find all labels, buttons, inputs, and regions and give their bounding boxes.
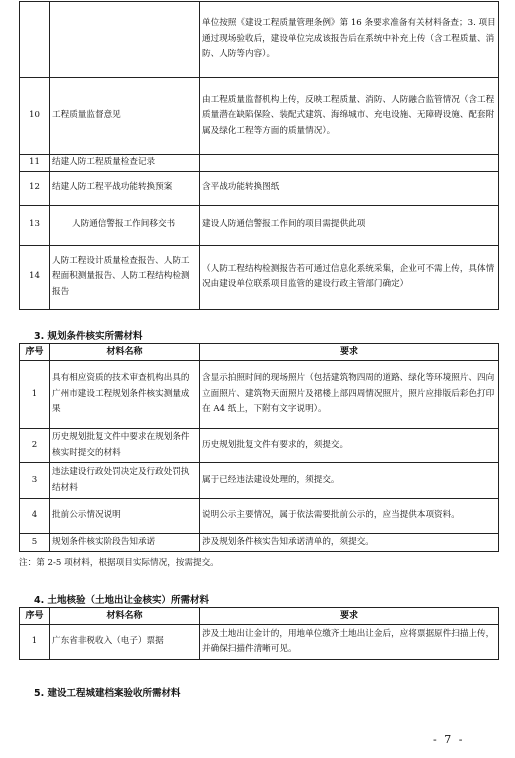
material-name: 历史规划批复文件中要求在规划条件核实时提交的材料	[50, 429, 200, 463]
header-name: 材料名称	[50, 608, 200, 625]
table-continued	[19, 1, 499, 310]
material-name: 结建人防工程质量检查记录	[50, 155, 200, 172]
row-number: 12	[20, 171, 50, 205]
row-number: 13	[20, 205, 50, 245]
section-4-heading: 4. 土地核验（土地出让金核实）所需材料	[34, 595, 210, 606]
requirement: 单位按照《建设工程质量管理条例》第 16 条要求准备有关材料备查；3. 项目通过现场验收后，建设单位完成该报告后在系统中补充上传（含工程质量、消防、人防等内容）。	[200, 2, 499, 78]
table-row	[20, 171, 499, 205]
requirement: 说明公示主要情况，属于依法需要批前公示的，应当提供本项资料。	[200, 499, 499, 534]
row-number: 1	[20, 361, 50, 429]
material-name: 结建人防工程平战功能转换预案	[50, 171, 200, 205]
table-row	[20, 245, 499, 309]
requirement: 历史规划批复文件有要求的，须提交。	[200, 429, 499, 463]
table-row	[20, 2, 499, 78]
header-name: 材料名称	[50, 344, 200, 361]
requirement	[200, 155, 499, 172]
land-verification-table	[19, 607, 499, 660]
page-number: - 7 -	[433, 733, 465, 746]
row-number: 4	[20, 499, 50, 534]
requirement: 涉及规划条件核实告知承诺清单的，须提交。	[200, 534, 499, 552]
row-number: 5	[20, 534, 50, 552]
section-3-heading: 3. 规划条件核实所需材料	[34, 331, 143, 342]
table-header-row	[20, 608, 499, 625]
material-name	[50, 2, 200, 78]
table-header-row	[20, 344, 499, 361]
header-no: 序号	[20, 344, 50, 361]
table-row	[20, 155, 499, 172]
row-number: 1	[20, 625, 50, 660]
row-number: 2	[20, 429, 50, 463]
material-name: 违法建设行政处罚决定及行政处罚执结材料	[50, 463, 200, 499]
section-5-heading: 5. 建设工程城建档案验收所需材料	[34, 688, 181, 699]
requirement: （人防工程结构检测报告若可通过信息化系统采集，企业可不需上传，具体情况由建设单位联系项目监管的建设行政主管部门确定）	[200, 245, 499, 309]
material-name: 具有相应资质的技术审查机构出具的广州市建设工程规划条件核实测量成果	[50, 361, 200, 429]
planning-verification-table	[19, 343, 499, 552]
table-row	[20, 361, 499, 429]
row-number: 11	[20, 155, 50, 172]
requirement: 建设人防通信警报工作间的项目需提供此项	[200, 205, 499, 245]
table-row	[20, 534, 499, 552]
table-row	[20, 429, 499, 463]
requirement: 由工程质量监督机构上传，反映工程质量、消防、人防融合监管情况（含工程质量潜在缺陷保险、装配式建筑、海绵城市、充电设施、无障碍设施、配套附属及绿化工程等方面的质量情况）。	[200, 78, 499, 155]
row-number: 14	[20, 245, 50, 309]
requirement: 含平战功能转换图纸	[200, 171, 499, 205]
header-req: 要求	[200, 608, 499, 625]
table-row	[20, 463, 499, 499]
row-number	[20, 2, 50, 78]
table-row	[20, 205, 499, 245]
material-name: 规划条件核实阶段告知承诺	[50, 534, 200, 552]
section-3-note: 注：第 2-5 项材料，根据项目实际情况，按需提交。	[19, 558, 219, 568]
table-row	[20, 499, 499, 534]
table-row	[20, 625, 499, 660]
row-number: 3	[20, 463, 50, 499]
material-name: 工程质量监督意见	[50, 78, 200, 155]
requirement: 含显示拍照时间的现场照片（包括建筑物四周的道路、绿化等环境照片、四向立面照片、建筑物天面照片及裙楼上部四周情况照片，照片应排版后彩色打印在 A4 纸上，下附有文字说明）。	[200, 361, 499, 429]
material-name: 人防工程设计质量检查报告、人防工程面积测量报告、人防工程结构检测报告	[50, 245, 200, 309]
requirement: 涉及土地出让金计的，用地单位缴齐土地出让金后，应将票据原件扫描上传，并确保扫描件清晰可见。	[200, 625, 499, 660]
row-number: 10	[20, 78, 50, 155]
material-name: 广东省非税收入（电子）票据	[50, 625, 200, 660]
header-no: 序号	[20, 608, 50, 625]
material-name: 人防通信警报工作间移交书	[50, 205, 200, 245]
header-req: 要求	[200, 344, 499, 361]
material-name: 批前公示情况说明	[50, 499, 200, 534]
requirement: 属于已经违法建设处理的，须提交。	[200, 463, 499, 499]
table-row	[20, 78, 499, 155]
